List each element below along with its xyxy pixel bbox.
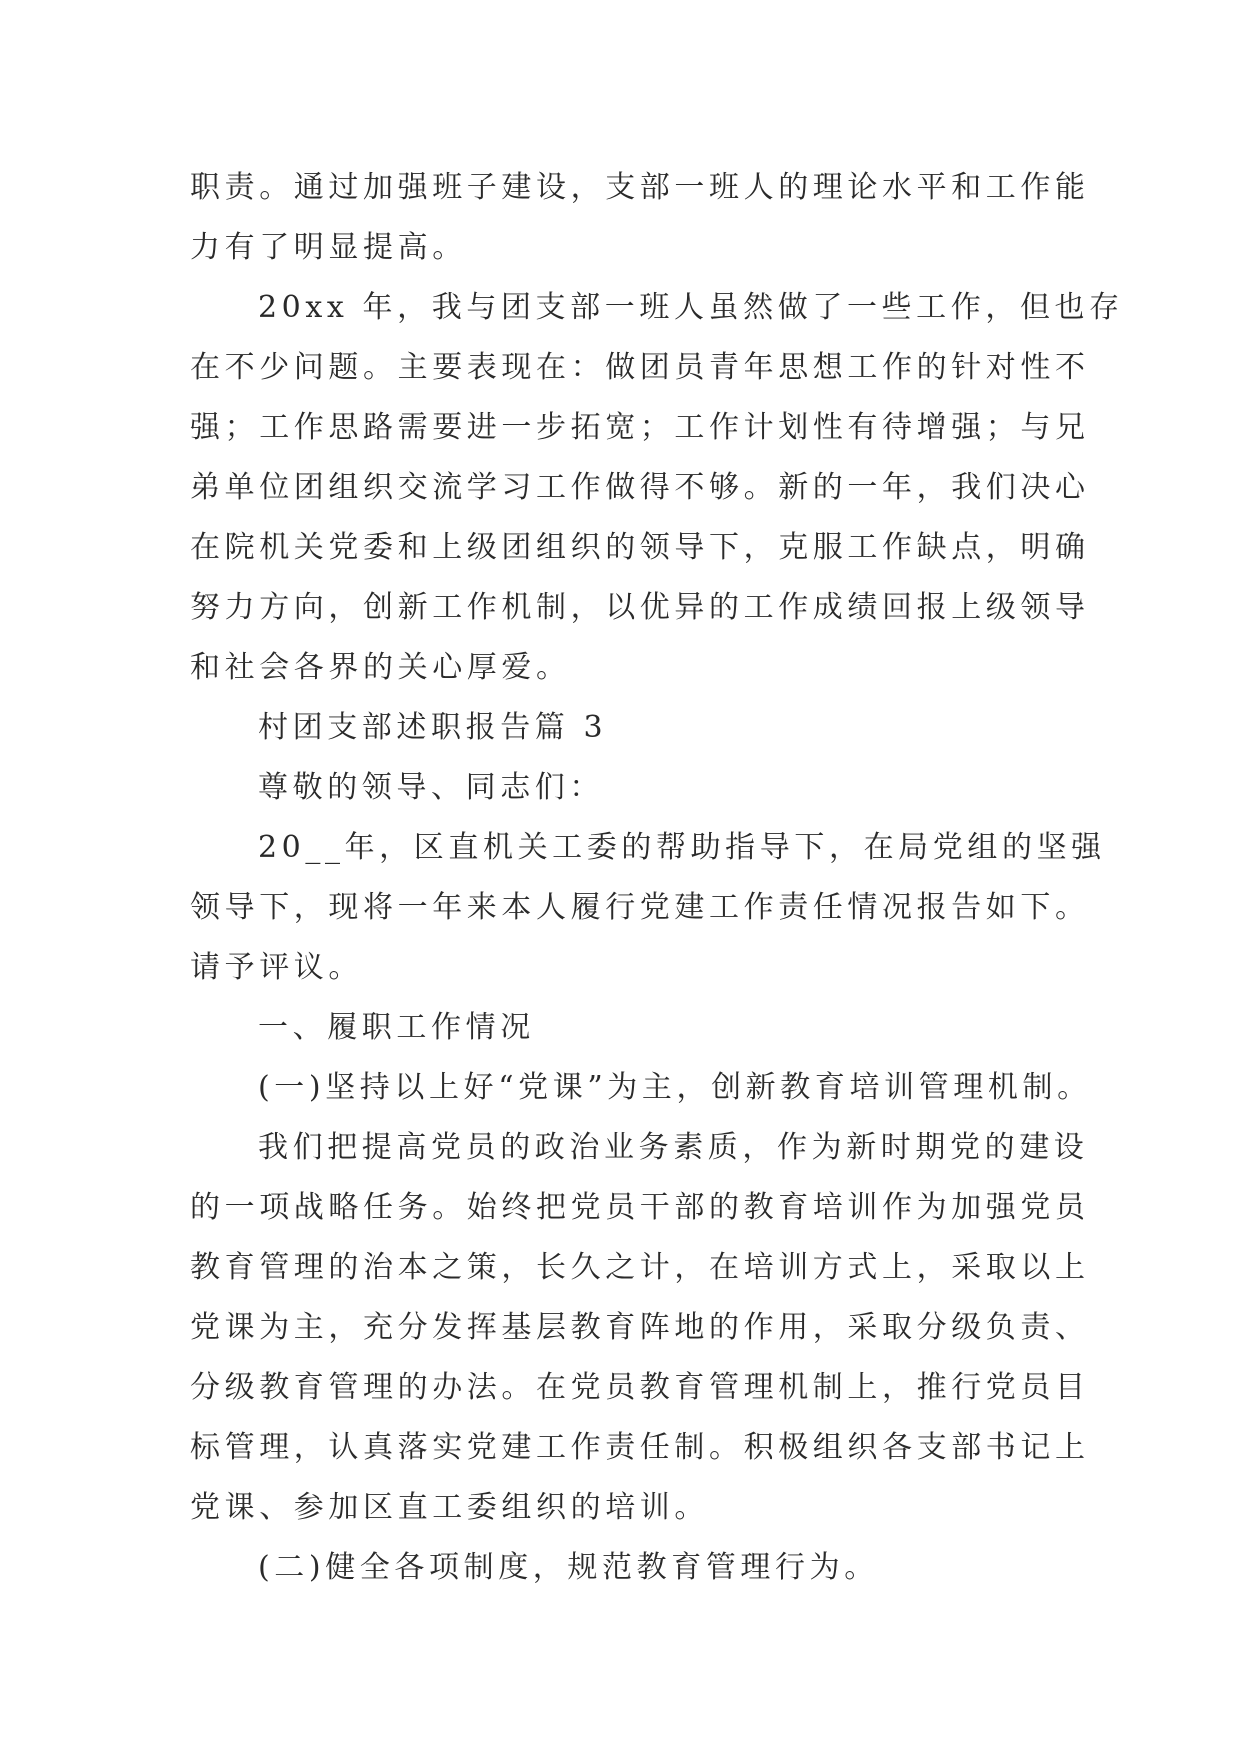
text-line: 领导下，现将一年来本人履行党建工作责任情况报告如下。 xyxy=(190,890,1090,925)
paragraph-start-line: 20__年，区直机关工委的帮助指导下，在局党组的坚强 xyxy=(258,830,1106,865)
salutation: 尊敬的领导、同志们： xyxy=(258,770,604,805)
text-line: 党课为主，充分发挥基层教育阵地的作用，采取分级负责、 xyxy=(190,1310,1090,1345)
text-line: 努力方向，创新工作机制，以优异的工作成绩回报上级领导 xyxy=(190,590,1090,625)
text-line: 教育管理的治本之策，长久之计，在培训方式上，采取以上 xyxy=(190,1250,1090,1285)
section-title: 村团支部述职报告篇 3 xyxy=(258,710,608,745)
text-line: 标管理，认真落实党建工作责任制。积极组织各支部书记上 xyxy=(190,1430,1090,1465)
text-line: 职责。通过加强班子建设，支部一班人的理论水平和工作能 xyxy=(190,170,1090,205)
heading-level-2: (二)健全各项制度，规范教育管理行为。 xyxy=(258,1550,879,1585)
text-line: 的一项战略任务。始终把党员干部的教育培训作为加强党员 xyxy=(190,1190,1090,1225)
text-line: 在不少问题。主要表现在：做团员青年思想工作的针对性不 xyxy=(190,350,1090,385)
text-line: 强；工作思路需要进一步拓宽；工作计划性有待增强；与兄 xyxy=(190,410,1090,445)
paragraph-start-line: 我们把提高党员的政治业务素质，作为新时期党的建设 xyxy=(258,1130,1089,1165)
text-line: 分级教育管理的办法。在党员教育管理机制上，推行党员目 xyxy=(190,1370,1090,1405)
text-line: 党课、参加区直工委组织的培训。 xyxy=(190,1490,709,1525)
document-body xyxy=(190,158,1124,1598)
text-line: 力有了明显提高。 xyxy=(190,230,467,265)
paragraph-start-line: 20xx 年，我与团支部一班人虽然做了一些工作，但也存 xyxy=(258,290,1124,325)
text-line: 请予评议。 xyxy=(190,950,363,985)
heading-level-1: 一、履职工作情况 xyxy=(258,1010,535,1045)
text-line: 在院机关党委和上级团组织的领导下，克服工作缺点，明确 xyxy=(190,530,1090,565)
text-line: 弟单位团组织交流学习工作做得不够。新的一年，我们决心 xyxy=(190,470,1090,505)
text-line: 和社会各界的关心厚爱。 xyxy=(190,650,571,685)
heading-level-2: (一)坚持以上好“党课”为主，创新教育培训管理机制。 xyxy=(258,1070,1092,1105)
